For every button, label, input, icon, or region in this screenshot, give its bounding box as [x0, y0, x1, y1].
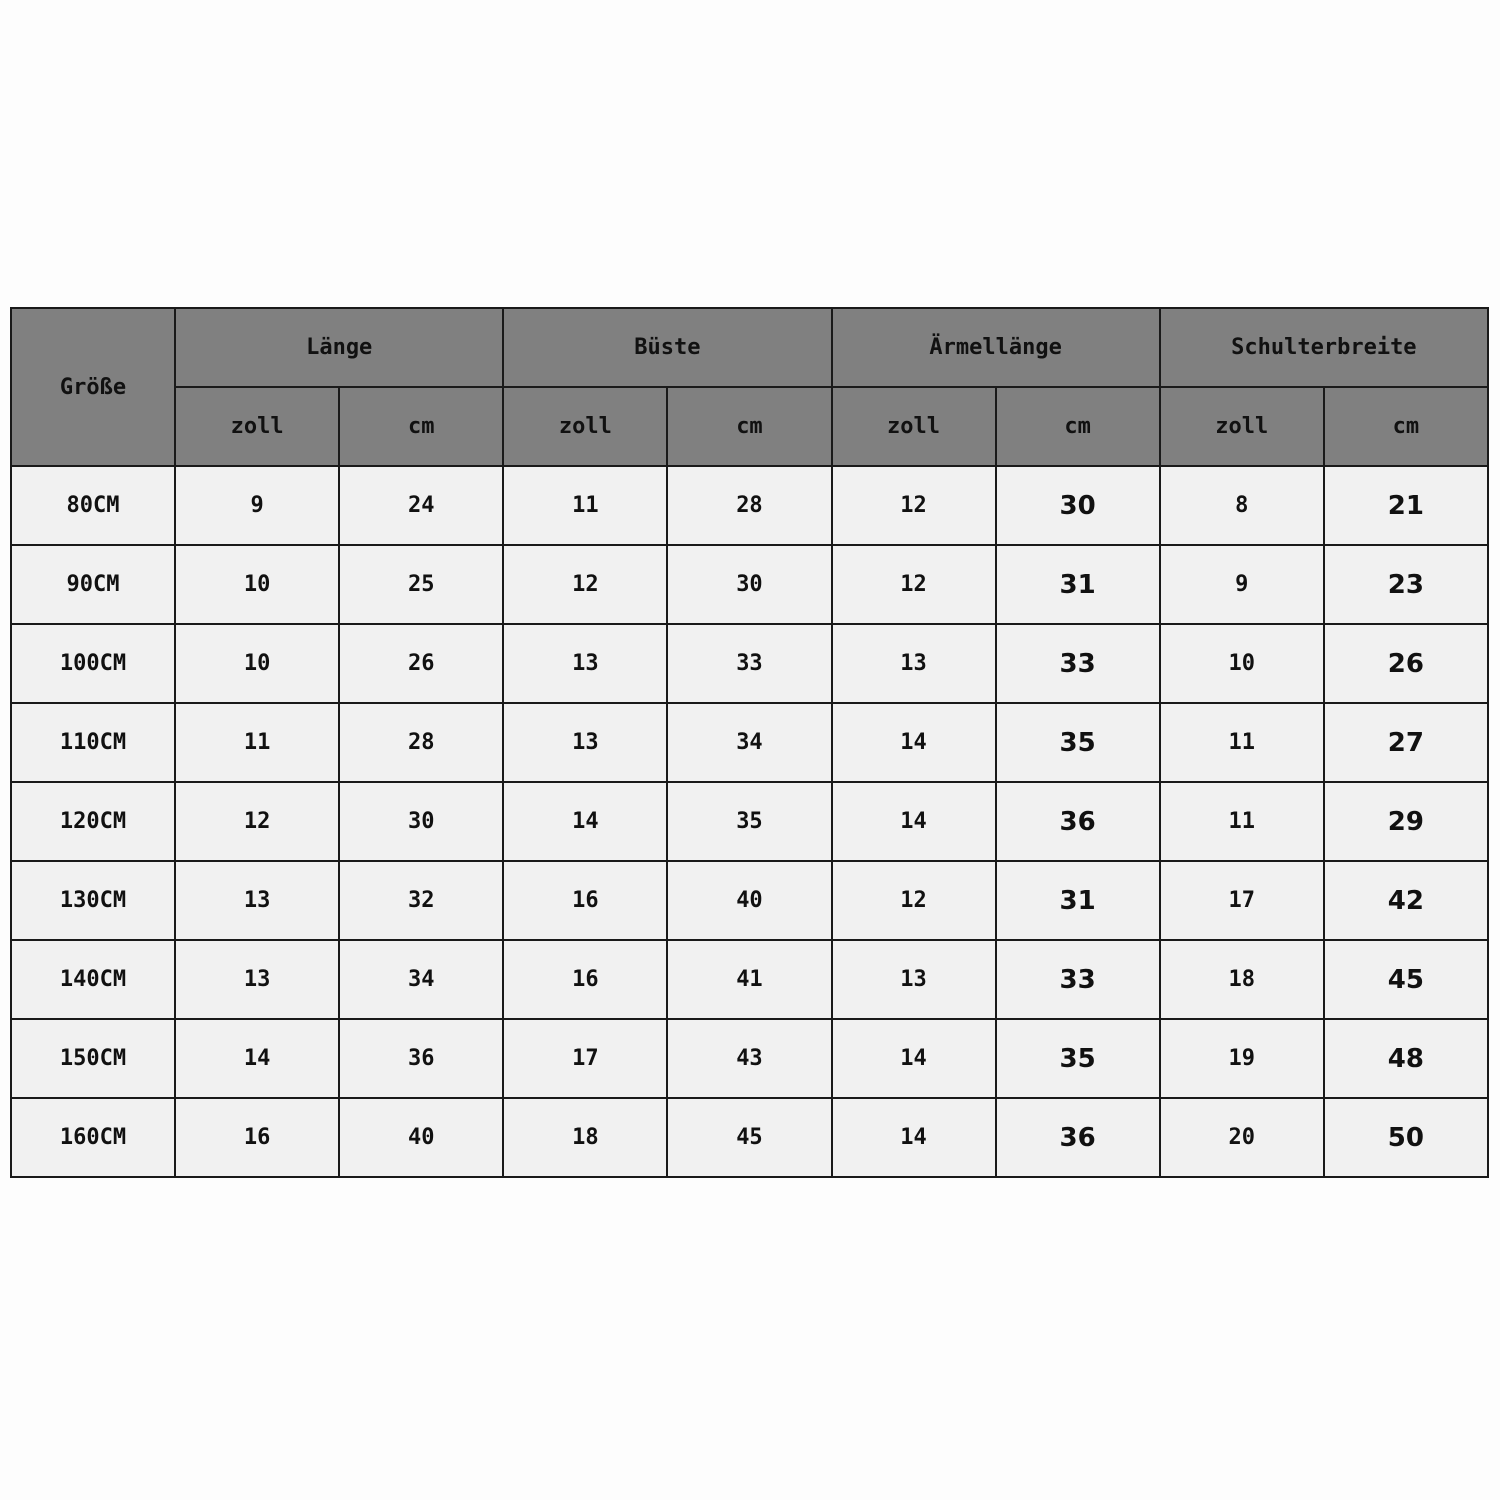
- measurement-cell: 14: [503, 782, 667, 861]
- measurement-cell: 42: [1324, 861, 1488, 940]
- measurement-cell: 21: [1324, 466, 1488, 545]
- measurement-cell: 40: [339, 1098, 503, 1177]
- measurement-cell: 9: [175, 466, 339, 545]
- measurement-cell: 17: [503, 1019, 667, 1098]
- measurement-cell: 13: [175, 940, 339, 1019]
- measurement-cell: 35: [996, 703, 1160, 782]
- measurement-cell: 20: [1160, 1098, 1324, 1177]
- measurement-cell: 28: [339, 703, 503, 782]
- measurement-cell: 10: [175, 624, 339, 703]
- group-header-length: Länge: [175, 308, 503, 387]
- measurement-cell: 33: [667, 624, 831, 703]
- header-row-units: [11, 387, 1488, 466]
- measurement-cell: 31: [996, 545, 1160, 624]
- measurement-cell: 24: [339, 466, 503, 545]
- size-chart-table: [10, 307, 1489, 1178]
- measurement-cell: 16: [503, 861, 667, 940]
- measurement-cell: 36: [996, 782, 1160, 861]
- size-cell: 90CM: [11, 545, 175, 624]
- unit-header-inch: zoll: [175, 387, 339, 466]
- table-body: [11, 466, 1488, 1177]
- measurement-cell: 16: [175, 1098, 339, 1177]
- measurement-cell: 14: [175, 1019, 339, 1098]
- unit-header-inch: zoll: [832, 387, 996, 466]
- measurement-cell: 11: [503, 466, 667, 545]
- size-cell: 80CM: [11, 466, 175, 545]
- measurement-cell: 36: [339, 1019, 503, 1098]
- measurement-cell: 29: [1324, 782, 1488, 861]
- size-column-header: Größe: [11, 308, 175, 466]
- unit-header-cm: cm: [1324, 387, 1488, 466]
- measurement-cell: 30: [996, 466, 1160, 545]
- table-row: [11, 1019, 1488, 1098]
- measurement-cell: 27: [1324, 703, 1488, 782]
- group-header-shoulder-width: Schulterbreite: [1160, 308, 1488, 387]
- measurement-cell: 13: [503, 703, 667, 782]
- measurement-cell: 32: [339, 861, 503, 940]
- measurement-cell: 11: [1160, 782, 1324, 861]
- table-row: [11, 940, 1488, 1019]
- table-row: [11, 782, 1488, 861]
- group-header-bust: Büste: [503, 308, 831, 387]
- measurement-cell: 34: [667, 703, 831, 782]
- size-cell: 160CM: [11, 1098, 175, 1177]
- measurement-cell: 23: [1324, 545, 1488, 624]
- measurement-cell: 13: [832, 624, 996, 703]
- measurement-cell: 8: [1160, 466, 1324, 545]
- header-row-groups: [11, 308, 1488, 387]
- measurement-cell: 13: [832, 940, 996, 1019]
- measurement-cell: 25: [339, 545, 503, 624]
- measurement-cell: 30: [339, 782, 503, 861]
- measurement-cell: 18: [503, 1098, 667, 1177]
- measurement-cell: 43: [667, 1019, 831, 1098]
- measurement-cell: 45: [667, 1098, 831, 1177]
- size-cell: 140CM: [11, 940, 175, 1019]
- measurement-cell: 10: [1160, 624, 1324, 703]
- measurement-cell: 26: [339, 624, 503, 703]
- measurement-cell: 30: [667, 545, 831, 624]
- measurement-cell: 26: [1324, 624, 1488, 703]
- measurement-cell: 14: [832, 782, 996, 861]
- measurement-cell: 14: [832, 1019, 996, 1098]
- table-row: [11, 861, 1488, 940]
- size-cell: 120CM: [11, 782, 175, 861]
- measurement-cell: 9: [1160, 545, 1324, 624]
- measurement-cell: 34: [339, 940, 503, 1019]
- measurement-cell: 12: [832, 861, 996, 940]
- measurement-cell: 10: [175, 545, 339, 624]
- measurement-cell: 35: [996, 1019, 1160, 1098]
- measurement-cell: 35: [667, 782, 831, 861]
- measurement-cell: 13: [503, 624, 667, 703]
- measurement-cell: 41: [667, 940, 831, 1019]
- group-header-sleeve-length: Ärmellänge: [832, 308, 1160, 387]
- measurement-cell: 50: [1324, 1098, 1488, 1177]
- unit-header-cm: cm: [667, 387, 831, 466]
- measurement-cell: 33: [996, 940, 1160, 1019]
- size-cell: 130CM: [11, 861, 175, 940]
- measurement-cell: 28: [667, 466, 831, 545]
- measurement-cell: 33: [996, 624, 1160, 703]
- measurement-cell: 48: [1324, 1019, 1488, 1098]
- unit-header-cm: cm: [339, 387, 503, 466]
- unit-header-inch: zoll: [1160, 387, 1324, 466]
- table-row: [11, 466, 1488, 545]
- measurement-cell: 12: [832, 545, 996, 624]
- measurement-cell: 11: [1160, 703, 1324, 782]
- measurement-cell: 11: [175, 703, 339, 782]
- measurement-cell: 12: [832, 466, 996, 545]
- measurement-cell: 12: [175, 782, 339, 861]
- measurement-cell: 36: [996, 1098, 1160, 1177]
- measurement-cell: 16: [503, 940, 667, 1019]
- size-cell: 110CM: [11, 703, 175, 782]
- measurement-cell: 18: [1160, 940, 1324, 1019]
- size-cell: 150CM: [11, 1019, 175, 1098]
- table-row: [11, 624, 1488, 703]
- table-row: [11, 545, 1488, 624]
- table-row: [11, 1098, 1488, 1177]
- measurement-cell: 45: [1324, 940, 1488, 1019]
- measurement-cell: 31: [996, 861, 1160, 940]
- measurement-cell: 19: [1160, 1019, 1324, 1098]
- measurement-cell: 13: [175, 861, 339, 940]
- table-header: [11, 308, 1488, 466]
- unit-header-cm: cm: [996, 387, 1160, 466]
- unit-header-inch: zoll: [503, 387, 667, 466]
- size-cell: 100CM: [11, 624, 175, 703]
- measurement-cell: 40: [667, 861, 831, 940]
- measurement-cell: 14: [832, 703, 996, 782]
- table-row: [11, 703, 1488, 782]
- measurement-cell: 17: [1160, 861, 1324, 940]
- measurement-cell: 12: [503, 545, 667, 624]
- measurement-cell: 14: [832, 1098, 996, 1177]
